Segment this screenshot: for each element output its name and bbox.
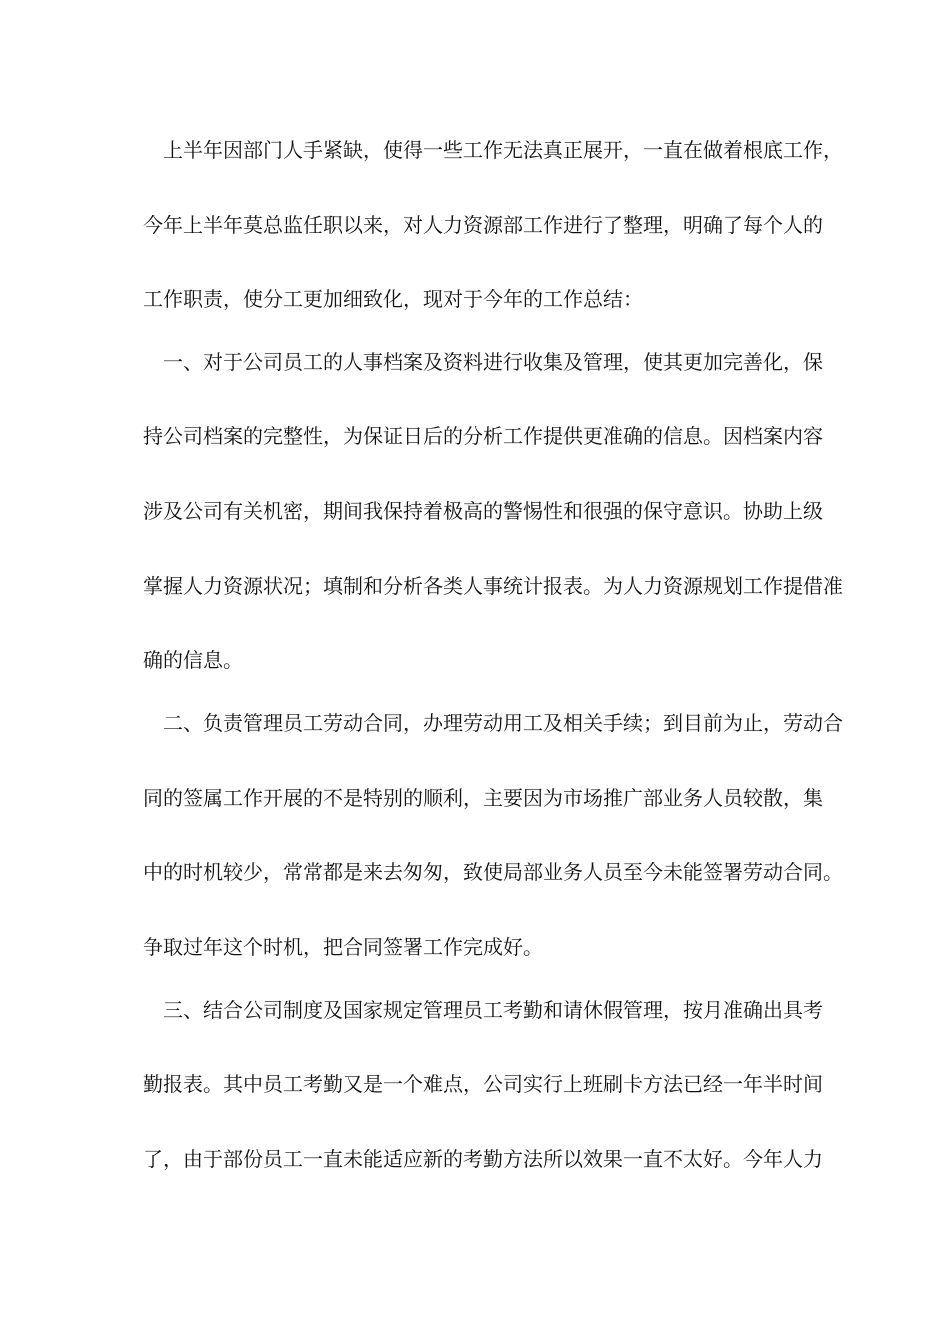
text-line: 一、对于公司员工的人事档案及资料进行收集及管理，使其更加完善化，保 <box>163 350 823 374</box>
text-line: 了，由于部份员工一直未能适应新的考勤方法所以效果一直不太好。今年人力 <box>143 1147 823 1171</box>
text-line: 二、负责管理员工劳动合同，办理劳动用工及相关手续；到目前为止，劳动合 <box>163 711 843 735</box>
text-line: 确的信息。 <box>143 648 243 672</box>
text-line: 争取过年这个时机，把合同签署工作完成好。 <box>143 935 543 959</box>
text-line: 同的签属工作开展的不是特别的顺利，主要因为市场推广部业务人员较散，集 <box>143 786 823 810</box>
text-line: 勤报表。其中员工考勤又是一个难点，公司实行上班刷卡方法已经一年半时间 <box>143 1072 823 1096</box>
text-line: 三、结合公司制度及国家规定管理员工考勤和请休假管理，按月准确出具考 <box>163 998 823 1022</box>
text-line: 涉及公司有关机密，期间我保持着极高的警惕性和很强的保守意识。协助上级 <box>143 499 823 523</box>
text-line: 上半年因部门人手紧缺，使得一些工作无法真正展开，一直在做着根底工作， <box>163 138 843 162</box>
text-line: 掌握人力资源状况；填制和分析各类人事统计报表。为人力资源规划工作提借准 <box>143 574 843 598</box>
text-line: 持公司档案的完整性，为保证日后的分析工作提供更准确的信息。因档案内容 <box>143 424 823 448</box>
text-line: 中的时机较少，常常都是来去匆匆，致使局部业务人员至今未能签署劳动合同。 <box>143 860 843 884</box>
text-line: 今年上半年莫总监任职以来，对人力资源部工作进行了整理，明确了每个人的 <box>143 213 823 237</box>
text-line: 工作职责，使分工更加细致化，现对于今年的工作总结： <box>143 287 643 311</box>
